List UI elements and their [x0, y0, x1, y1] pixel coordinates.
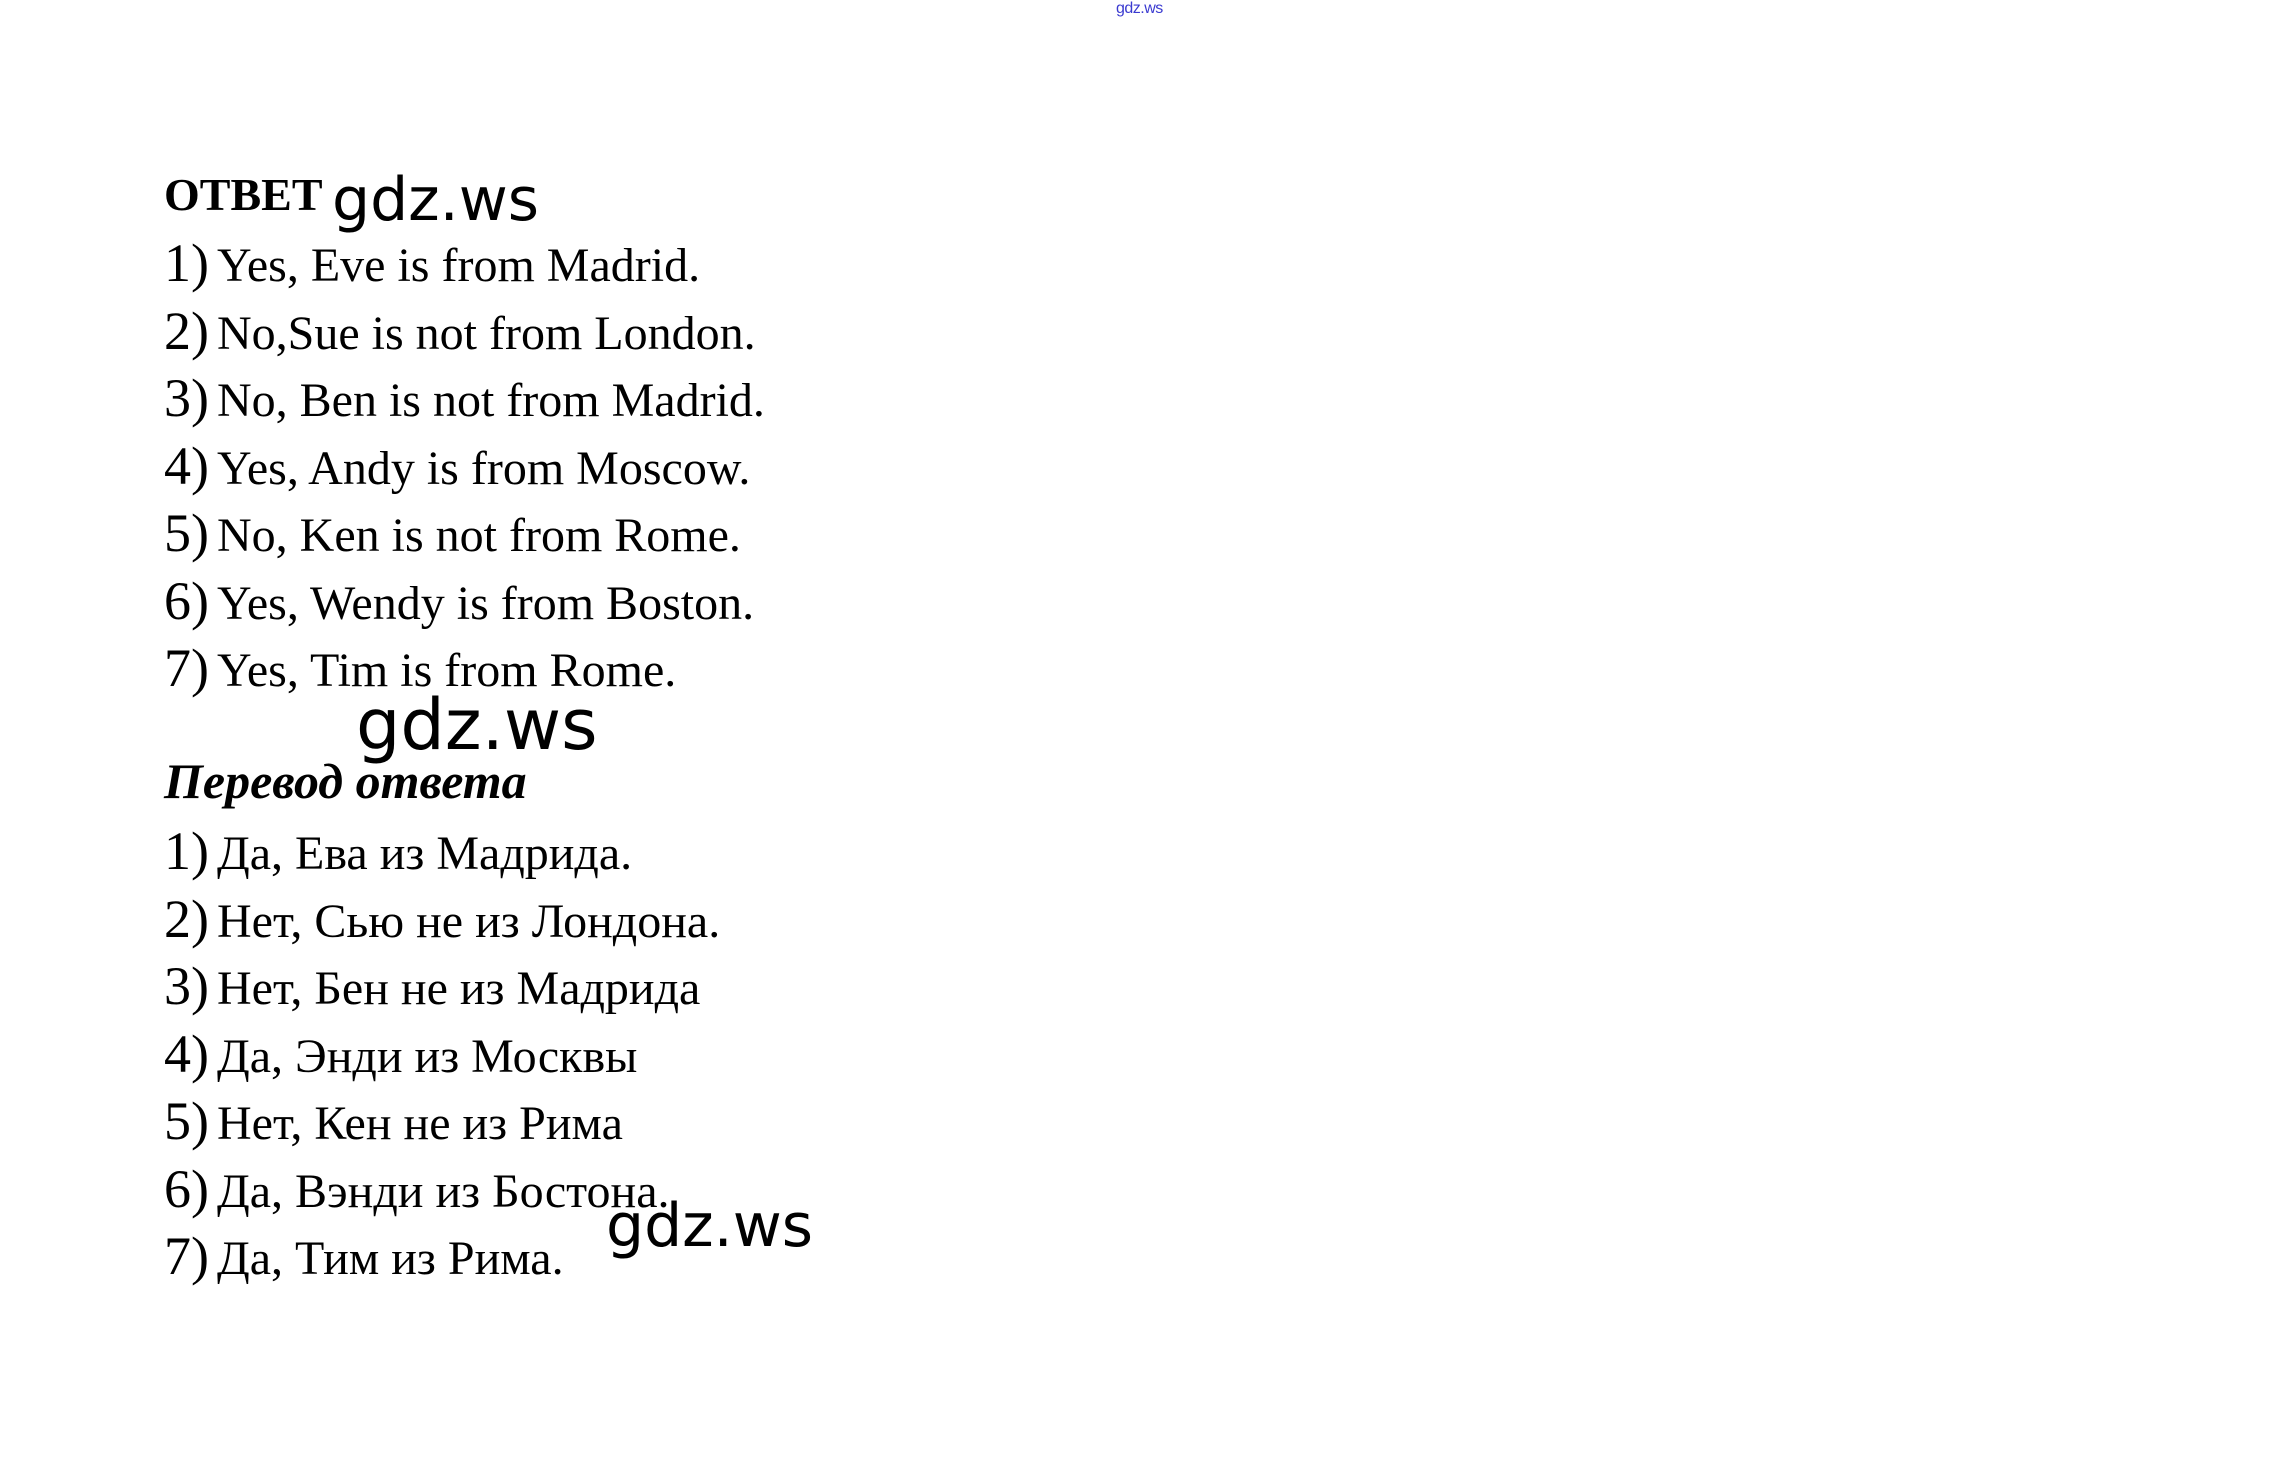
translation-text: Нет, Кен не из Рима [216, 1097, 623, 1150]
answer-item [164, 230, 765, 298]
translation-text: Да, Ева из Мадрида. [216, 827, 633, 880]
answer-text: Yes, Tim is from Rome. [216, 644, 677, 697]
answer-list [164, 230, 765, 703]
answer-text: No,Sue is not from London. [216, 306, 756, 360]
translation-text: Нет, Бен не из Мадрида [216, 962, 701, 1015]
watermark: gdz.ws [332, 165, 540, 235]
translation-text: Нет, Сью не из Лондона. [216, 894, 721, 948]
answer-number: 7) [164, 638, 209, 698]
translation-item [164, 953, 720, 1021]
answer-number: 1) [164, 233, 209, 293]
answer-heading: ОТВЕТ [164, 169, 323, 220]
answer-number: 6) [164, 570, 209, 631]
translation-text: Да, Вэнди из Бостона. [216, 1164, 670, 1218]
answer-text: Yes, Andy is from Moscow. [216, 441, 751, 495]
translation-number: 4) [164, 1023, 209, 1084]
top-watermark: gdz.ws [1116, 0, 1163, 17]
translation-item [164, 886, 720, 954]
translation-item [164, 1021, 720, 1089]
translation-text: Да, Энди из Москвы [216, 1029, 638, 1083]
translation-number: 2) [164, 888, 209, 949]
answer-number: 5) [164, 503, 209, 563]
translation-item [164, 1088, 720, 1156]
answer-number: 4) [164, 435, 209, 496]
translation-number: 3) [164, 956, 209, 1016]
translation-number: 6) [164, 1158, 209, 1219]
watermark: gdz.ws [356, 684, 598, 766]
answer-item [164, 365, 765, 433]
answer-item [164, 568, 765, 636]
answer-text: Yes, Eve is from Madrid. [216, 239, 701, 292]
answer-item [164, 433, 765, 501]
answer-item [164, 500, 765, 568]
translation-number: 5) [164, 1091, 209, 1151]
translation-text: Да, Тим из Рима. [216, 1232, 564, 1285]
watermark: gdz.ws [606, 1191, 814, 1261]
answer-item [164, 298, 765, 366]
answer-number: 2) [164, 300, 209, 361]
answer-text: No, Ken is not from Rome. [216, 509, 741, 562]
translation-heading: Перевод ответа [164, 753, 527, 809]
translation-number: 1) [164, 821, 209, 881]
answer-text: No, Ben is not from Madrid. [216, 374, 765, 427]
answer-number: 3) [164, 368, 209, 428]
answer-text: Yes, Wendy is from Boston. [216, 576, 755, 630]
translation-number: 7) [164, 1226, 209, 1286]
translation-item [164, 818, 720, 886]
